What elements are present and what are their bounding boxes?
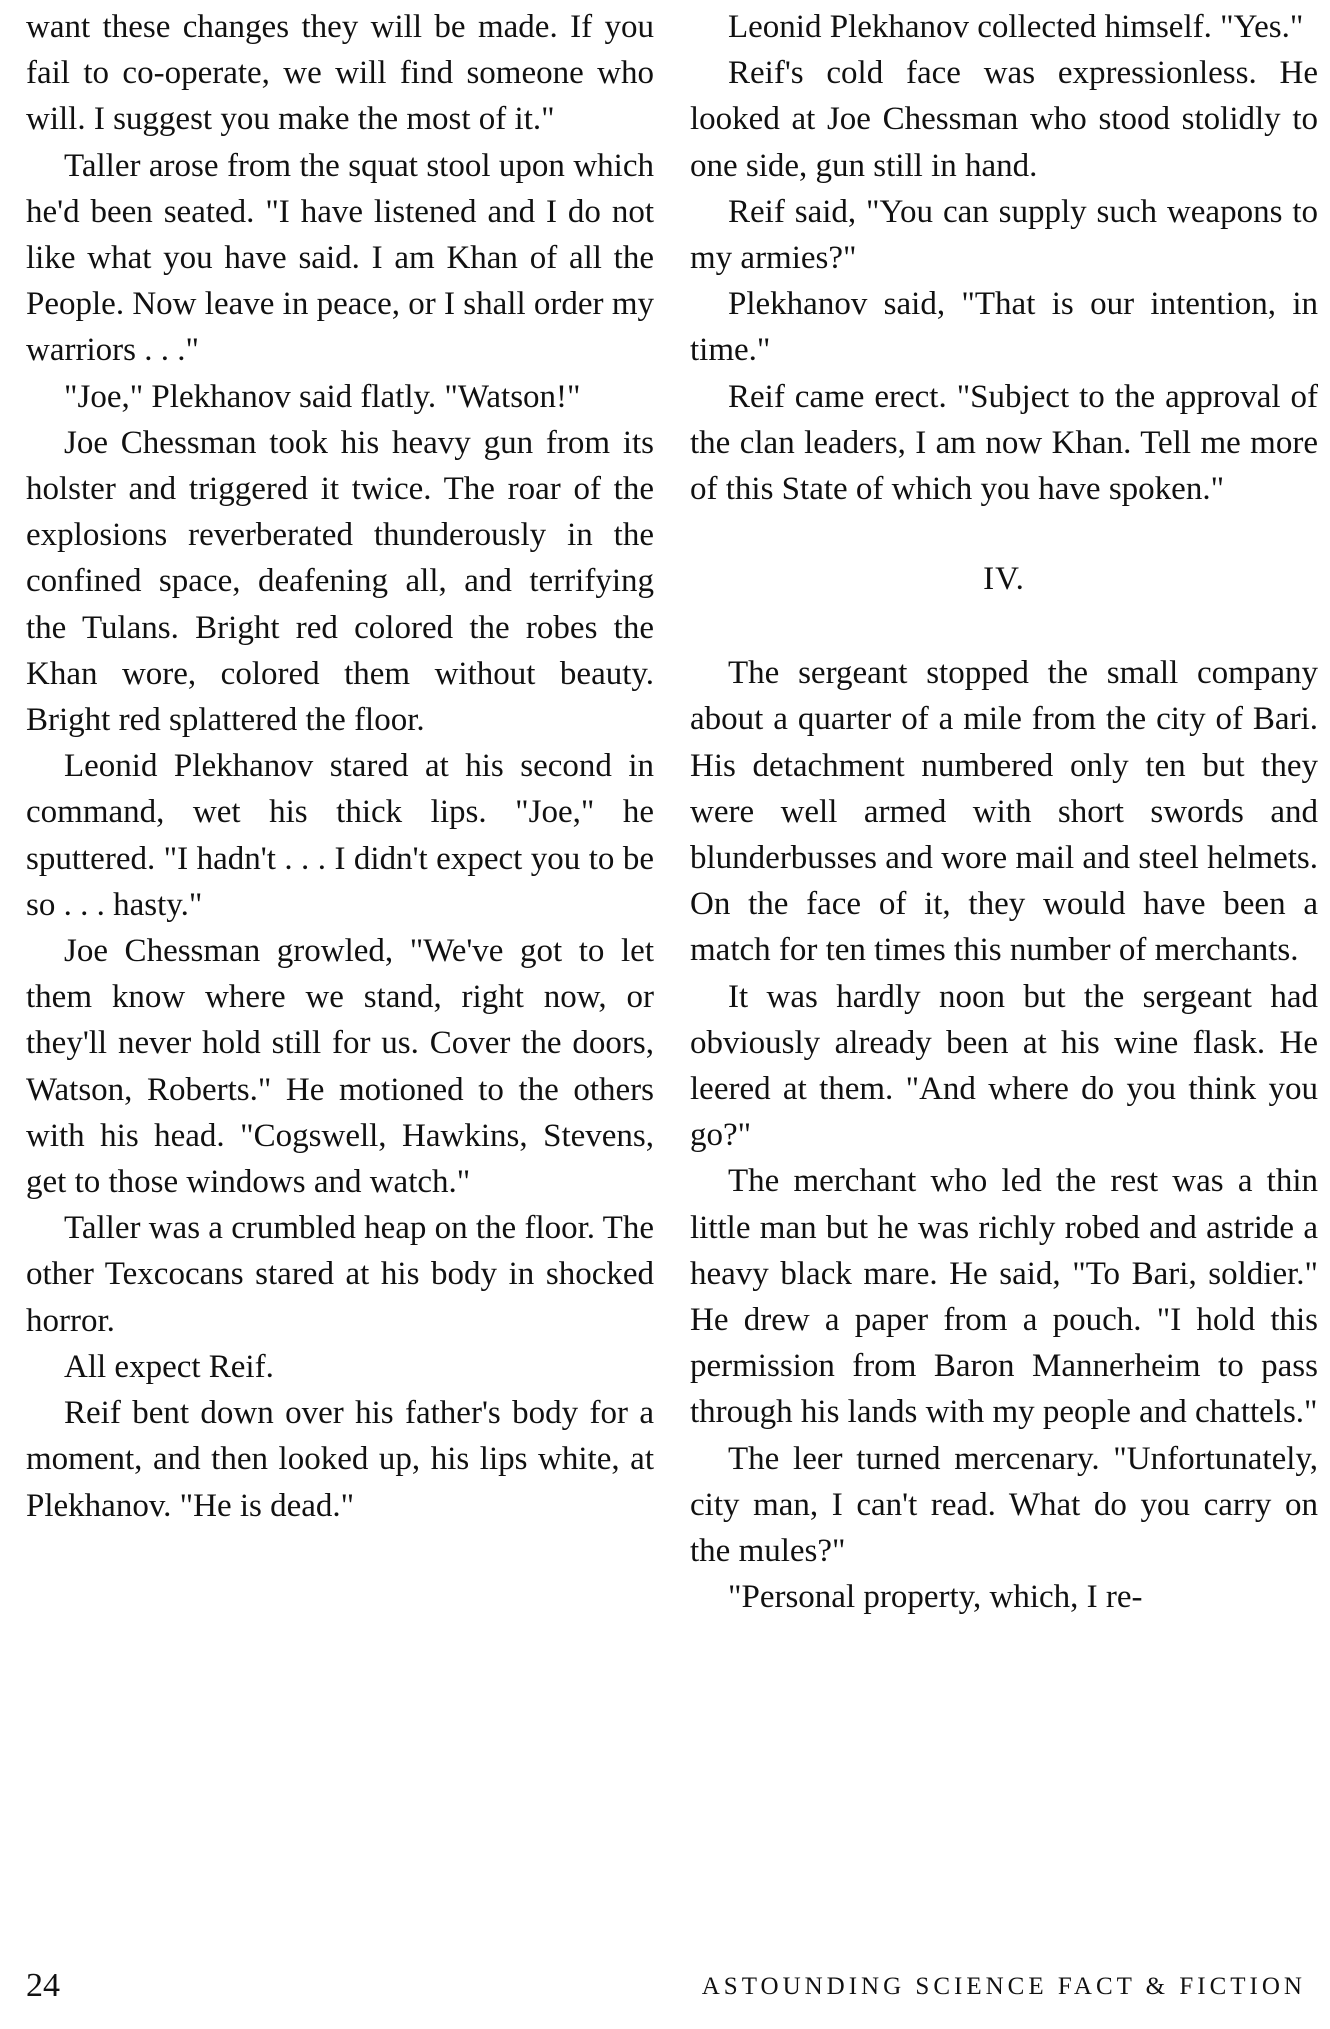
right-column [690, 4, 1318, 1621]
paragraph: Joe Chessman growled, "We've got to let them know where we stand, right now, or they'll never hold still for us. Cover the doors, Watson, Roberts." He motioned to the others with his head. "Cogswell, Hawkins, Stevens, get to those windows and watch." [26, 933, 654, 1201]
paragraph: Leonid Plekhanov stared at his second in command, wet his thick lips. "Joe," he sputtered. "I hadn't . . . I didn't expect you to be so . . . hasty." [26, 748, 654, 923]
paragraph: want these changes they will be made. If you fail to co-operate, we will find someone who will. I suggest you make the most of it." [26, 9, 654, 138]
paragraph: "Joe," Plekhanov said flatly. "Watson!" [64, 378, 581, 415]
running-title: ASTOUNDING SCIENCE FACT & FICTION [701, 1973, 1306, 2000]
paragraph: Joe Chessman took his heavy gun from its holster and triggered it twice. The roar of the explosions reverberated thunderously in the confined space, deafening all, and terrifying the Tulans. Bright red colored the robes the Khan wore, colored them without beauty. Bright red splattered the floor. [26, 424, 654, 739]
paragraph: The sergeant stopped the small company about a quarter of a mile from the city of Bari. His detachment numbered only ten but they were well armed with short swords and blunderbusses and wore mail and steel helmets. On the face of it, they would have been a match for ten times this number of merchants. [690, 655, 1318, 969]
paragraph: The leer turned mercenary. "Unfortunately, city man, I can't read. What do you carry on the mules?" [690, 1440, 1318, 1570]
page-footer [26, 1963, 1306, 2009]
paragraph: "Personal property, which, I re- [728, 1579, 1143, 1616]
left-column [26, 4, 654, 1529]
paragraph: Taller arose from the squat stool upon which he'd been seated. "I have listened and I do not like what you have said. I am Khan of all the People. Now leave in peace, or I shall order my warriors . . ." [26, 147, 654, 369]
page-number: 24 [26, 1967, 60, 2004]
paragraph: All expect Reif. [64, 1348, 274, 1385]
paragraph: It was hardly noon but the sergeant had obviously already been at his wine flask. He leered at them. "And where do you think you go?" [690, 978, 1318, 1154]
paragraph: The merchant who led the rest was a thin little man but he was richly robed and astride a heavy black mare. He said, "To Bari, soldier." He drew a paper from a pouch. "I hold this permission from Baron Mannerheim to pass through his lands with my people and chattels." [690, 1163, 1318, 1431]
paragraph: Reif came erect. "Subject to the approval of the clan leaders, I am now Khan. Tell me more of this State of which you have spoken." [690, 378, 1318, 508]
paragraph: Reif said, "You can supply such weapons to my armies?" [690, 193, 1318, 277]
paragraph: Leonid Plekhanov collected himself. "Yes." [728, 9, 1304, 45]
paragraph: Plekhanov said, "That is our intention, in time." [690, 286, 1318, 369]
section-heading: IV. [983, 561, 1025, 598]
paragraph: Reif bent down over his father's body for a moment, and then looked up, his lips white, at Plekhanov. "He is dead." [26, 1395, 654, 1524]
paragraph: Taller was a crumbled heap on the floor. The other Texcocans stared at his body in shocked horror. [26, 1210, 654, 1339]
paragraph: Reif's cold face was expressionless. He looked at Joe Chessman who stood stolidly to one side, gun still in hand. [690, 55, 1318, 184]
